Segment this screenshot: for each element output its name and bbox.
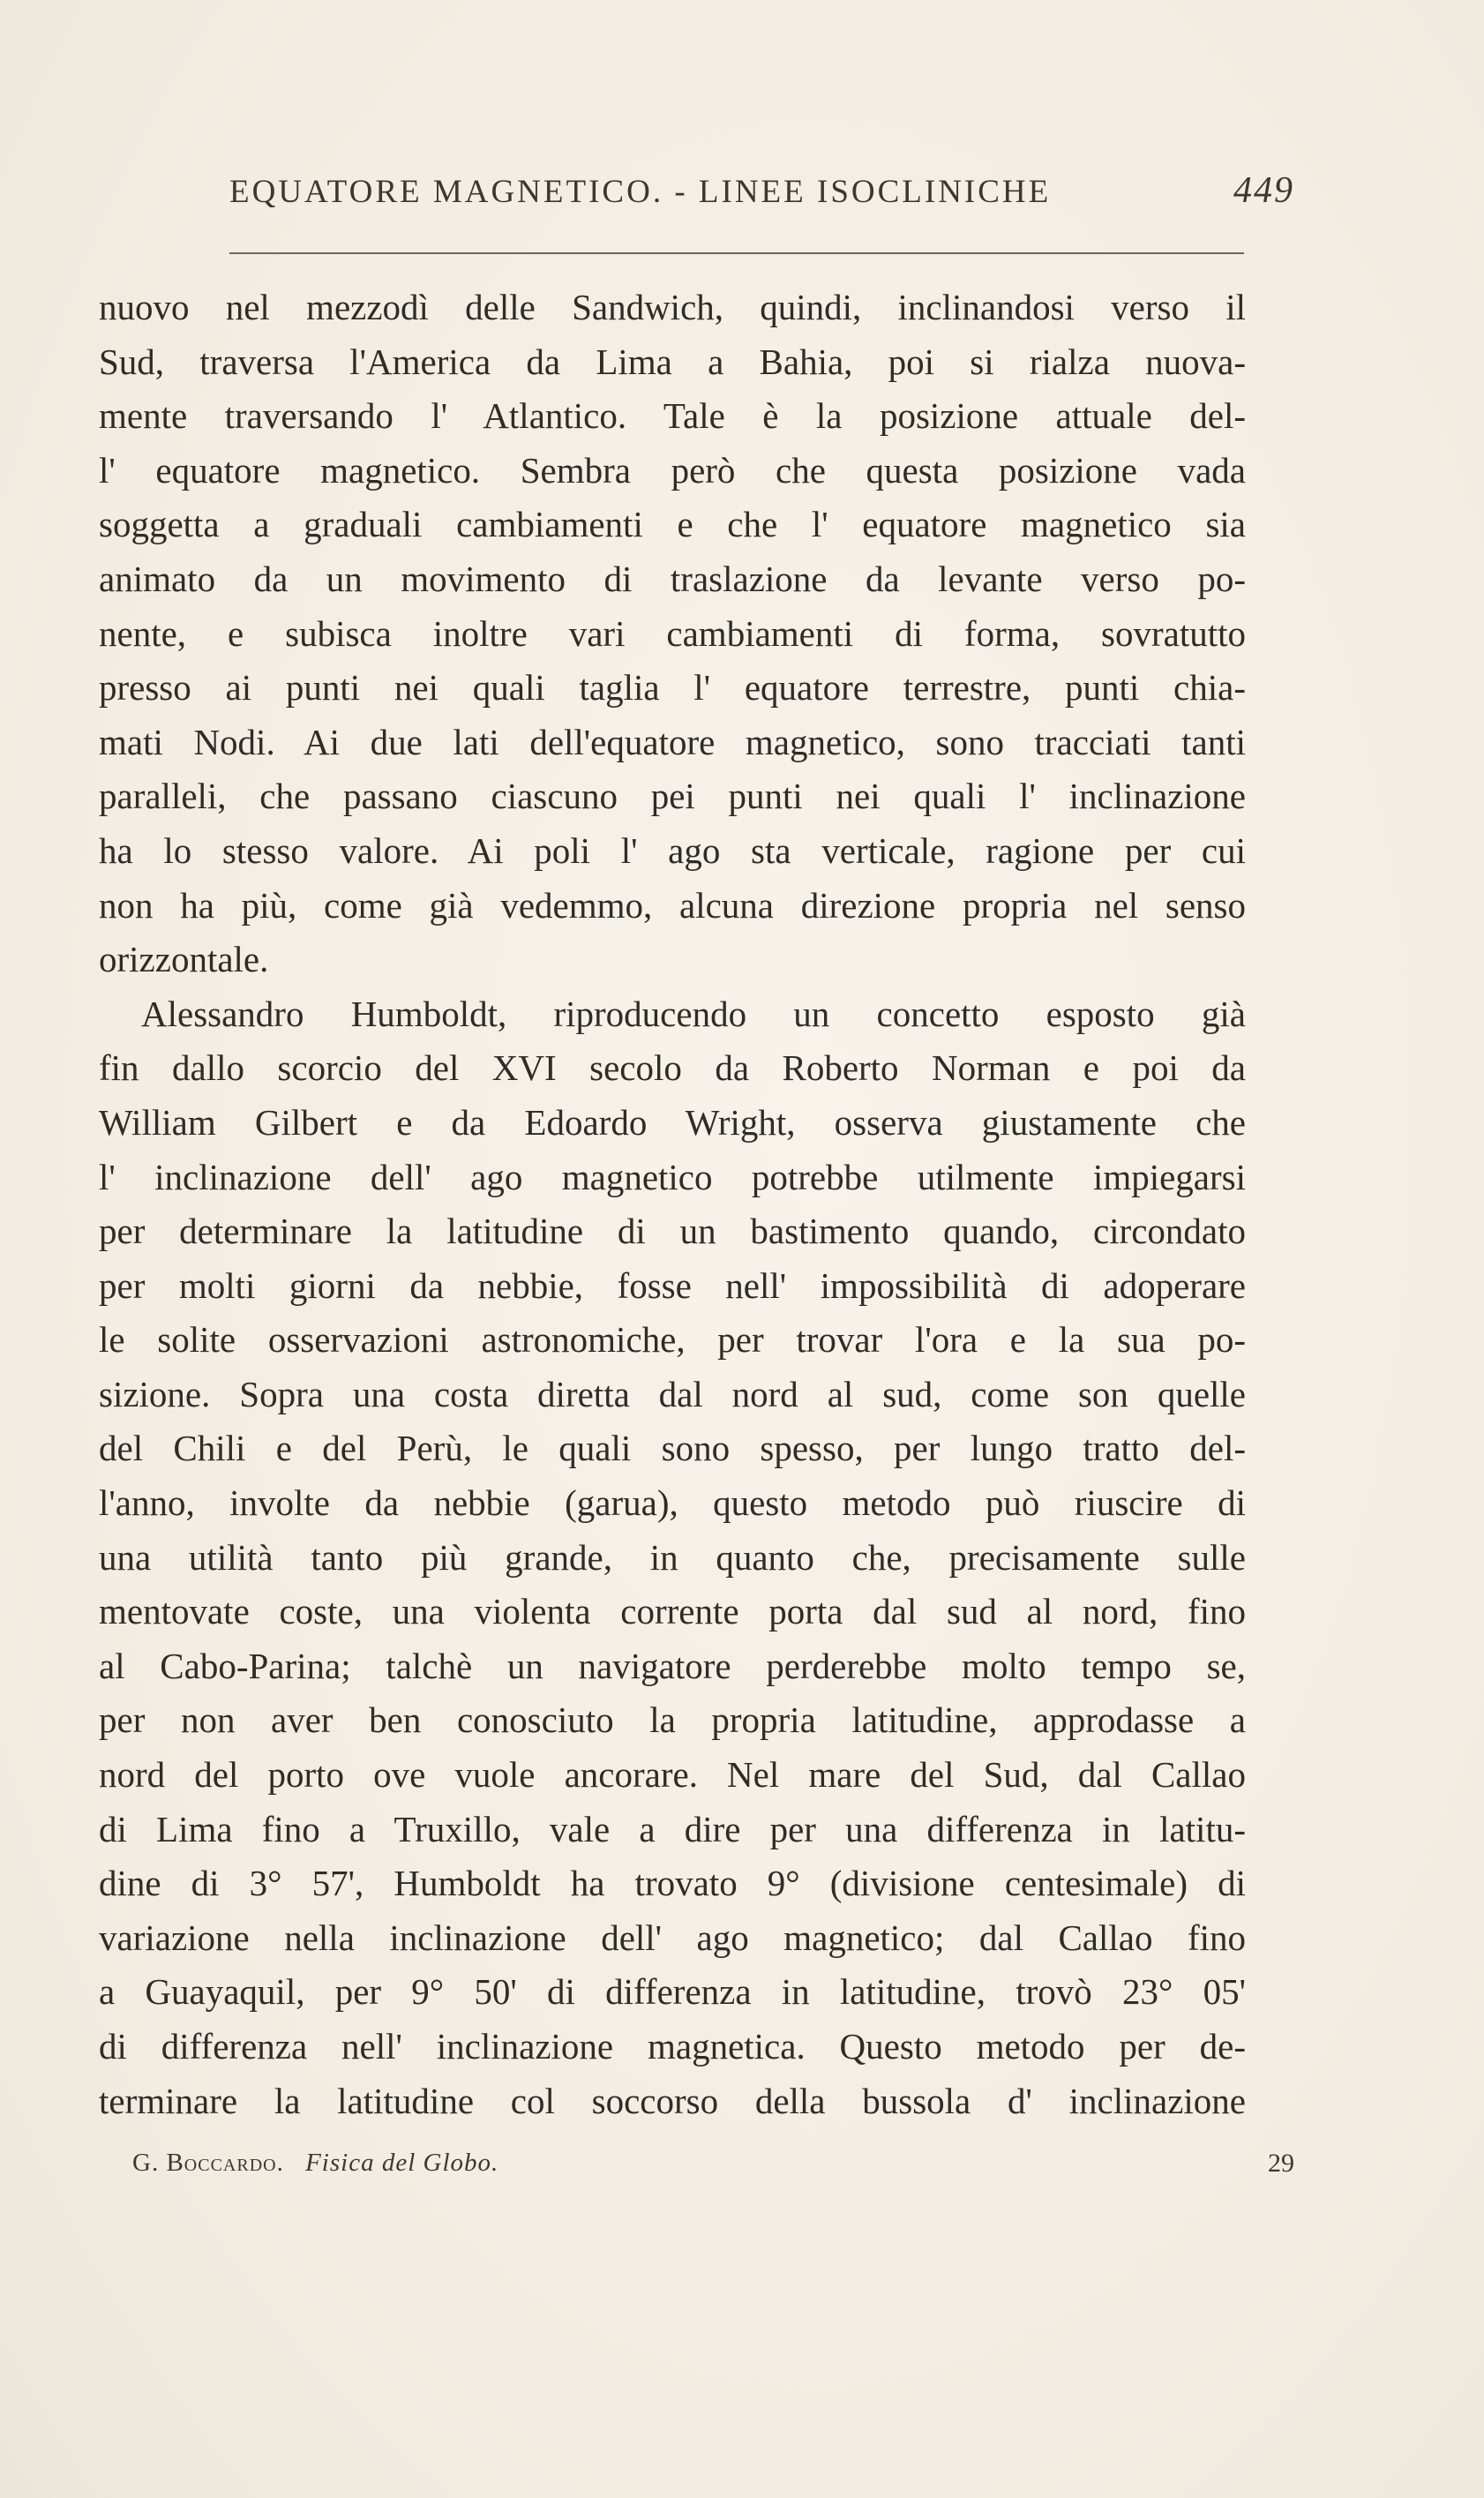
- text-line: dine di 3° 57', Humboldt ha trovato 9° (divisione centesimale) di: [99, 1863, 1246, 1904]
- header-rule: [229, 252, 1244, 254]
- text-line: mentovate coste, una violenta corrente porta dal sud al nord, fino: [99, 1591, 1246, 1632]
- signature-number: 29: [1268, 2149, 1294, 2178]
- text-line: per non aver ben conosciuto la propria latitudine, approdasse a: [99, 1699, 1246, 1741]
- running-head: [229, 170, 1294, 226]
- text-line: per determinare la latitudine di un bastimento quando, circondato: [99, 1211, 1246, 1252]
- text-line: Sud, traversa l'America da Lima a Bahia, poi si rialza nuova-: [99, 341, 1246, 382]
- text-line: l' inclinazione dell' ago magnetico potrebbe utilmente impiegarsi: [99, 1156, 1246, 1197]
- text-line: al Cabo-Parina; talchè un navigatore perderebbe molto tempo se,: [99, 1645, 1246, 1686]
- text-line: non ha più, come già vedemmo, alcuna direzione propria nel senso: [99, 884, 1246, 926]
- signature-line: [132, 2149, 498, 2178]
- text-line: ha lo stesso valore. Ai poli l' ago sta verticale, ragione per cui: [99, 829, 1246, 871]
- text-line: le solite osservazioni astronomiche, per trovar l'ora e la sua po-: [99, 1319, 1246, 1361]
- text-line: Alessandro Humboldt, riproducendo un concetto esposto già: [141, 993, 1246, 1034]
- body-text: [99, 281, 1246, 2128]
- text-line: l'anno, involte da nebbie (garua), questo metodo può riuscire di: [99, 1482, 1246, 1524]
- text-line: animato da un movimento di traslazione da levante verso po-: [99, 558, 1246, 599]
- text-line: nuovo nel mezzodì delle Sandwich, quindi, inclinandosi verso il: [99, 287, 1246, 327]
- text-line: per molti giorni da nebbie, fosse nell' impossibilità di adoperare: [99, 1264, 1246, 1306]
- text-line: William Gilbert e da Edoardo Wright, osserva giustamente che: [99, 1101, 1246, 1143]
- page-number: 449: [1233, 170, 1294, 211]
- text-line: a Guayaquil, per 9° 50' di differenza in latitudine, trovò 23° 05': [99, 1971, 1246, 2013]
- text-line: terminare la latitudine col soccorso della bussola d' inclinazione: [99, 2080, 1246, 2121]
- signature-name: G. Boccardo.: [132, 2149, 284, 2177]
- text-line: nente, e subisca inoltre vari cambiamenti di forma, sovratutto: [99, 612, 1246, 654]
- text-line: orizzontale.: [99, 939, 269, 980]
- signature-title: Fisica del Globo.: [305, 2149, 499, 2177]
- text-line: una utilità tanto più grande, in quanto che, precisamente sulle: [99, 1536, 1246, 1578]
- text-line: l' equatore magnetico. Sembra però che questa posizione vada: [99, 449, 1246, 491]
- running-title: EQUATORE MAGNETICO. - LINEE ISOCLINICHE: [229, 174, 1052, 210]
- text-line: presso ai punti nei quali taglia l' equatore terrestre, punti chia-: [99, 667, 1246, 709]
- text-line: di Lima fino a Truxillo, vale a dire per una differenza in latitu-: [99, 1808, 1246, 1849]
- text-line: mente traversando l' Atlantico. Tale è la posizione attuale del-: [99, 395, 1246, 437]
- text-line: del Chili e del Perù, le quali sono spesso, per lungo tratto del-: [99, 1428, 1246, 1469]
- text-line: soggetta a graduali cambiamenti e che l' equatore magnetico sia: [99, 504, 1246, 545]
- page-footer: [132, 2149, 1294, 2193]
- text-line: sizione. Sopra una costa diretta dal nord al sud, come son quelle: [99, 1373, 1246, 1414]
- text-line: variazione nella inclinazione dell' ago magnetico; dal Callao fino: [99, 1917, 1246, 1958]
- text-line: paralleli, che passano ciascuno pei punti nei quali l' inclinazione: [99, 776, 1246, 817]
- text-line: nord del porto ove vuole ancorare. Nel mare del Sud, dal Callao: [99, 1754, 1246, 1796]
- text-line: fin dallo scorcio del XVI secolo da Roberto Norman e poi da: [99, 1047, 1246, 1089]
- text-line: mati Nodi. Ai due lati dell'equatore magnetico, sono tracciati tanti: [99, 721, 1246, 762]
- text-line: di differenza nell' inclinazione magnetica. Questo metodo per de-: [99, 2026, 1246, 2067]
